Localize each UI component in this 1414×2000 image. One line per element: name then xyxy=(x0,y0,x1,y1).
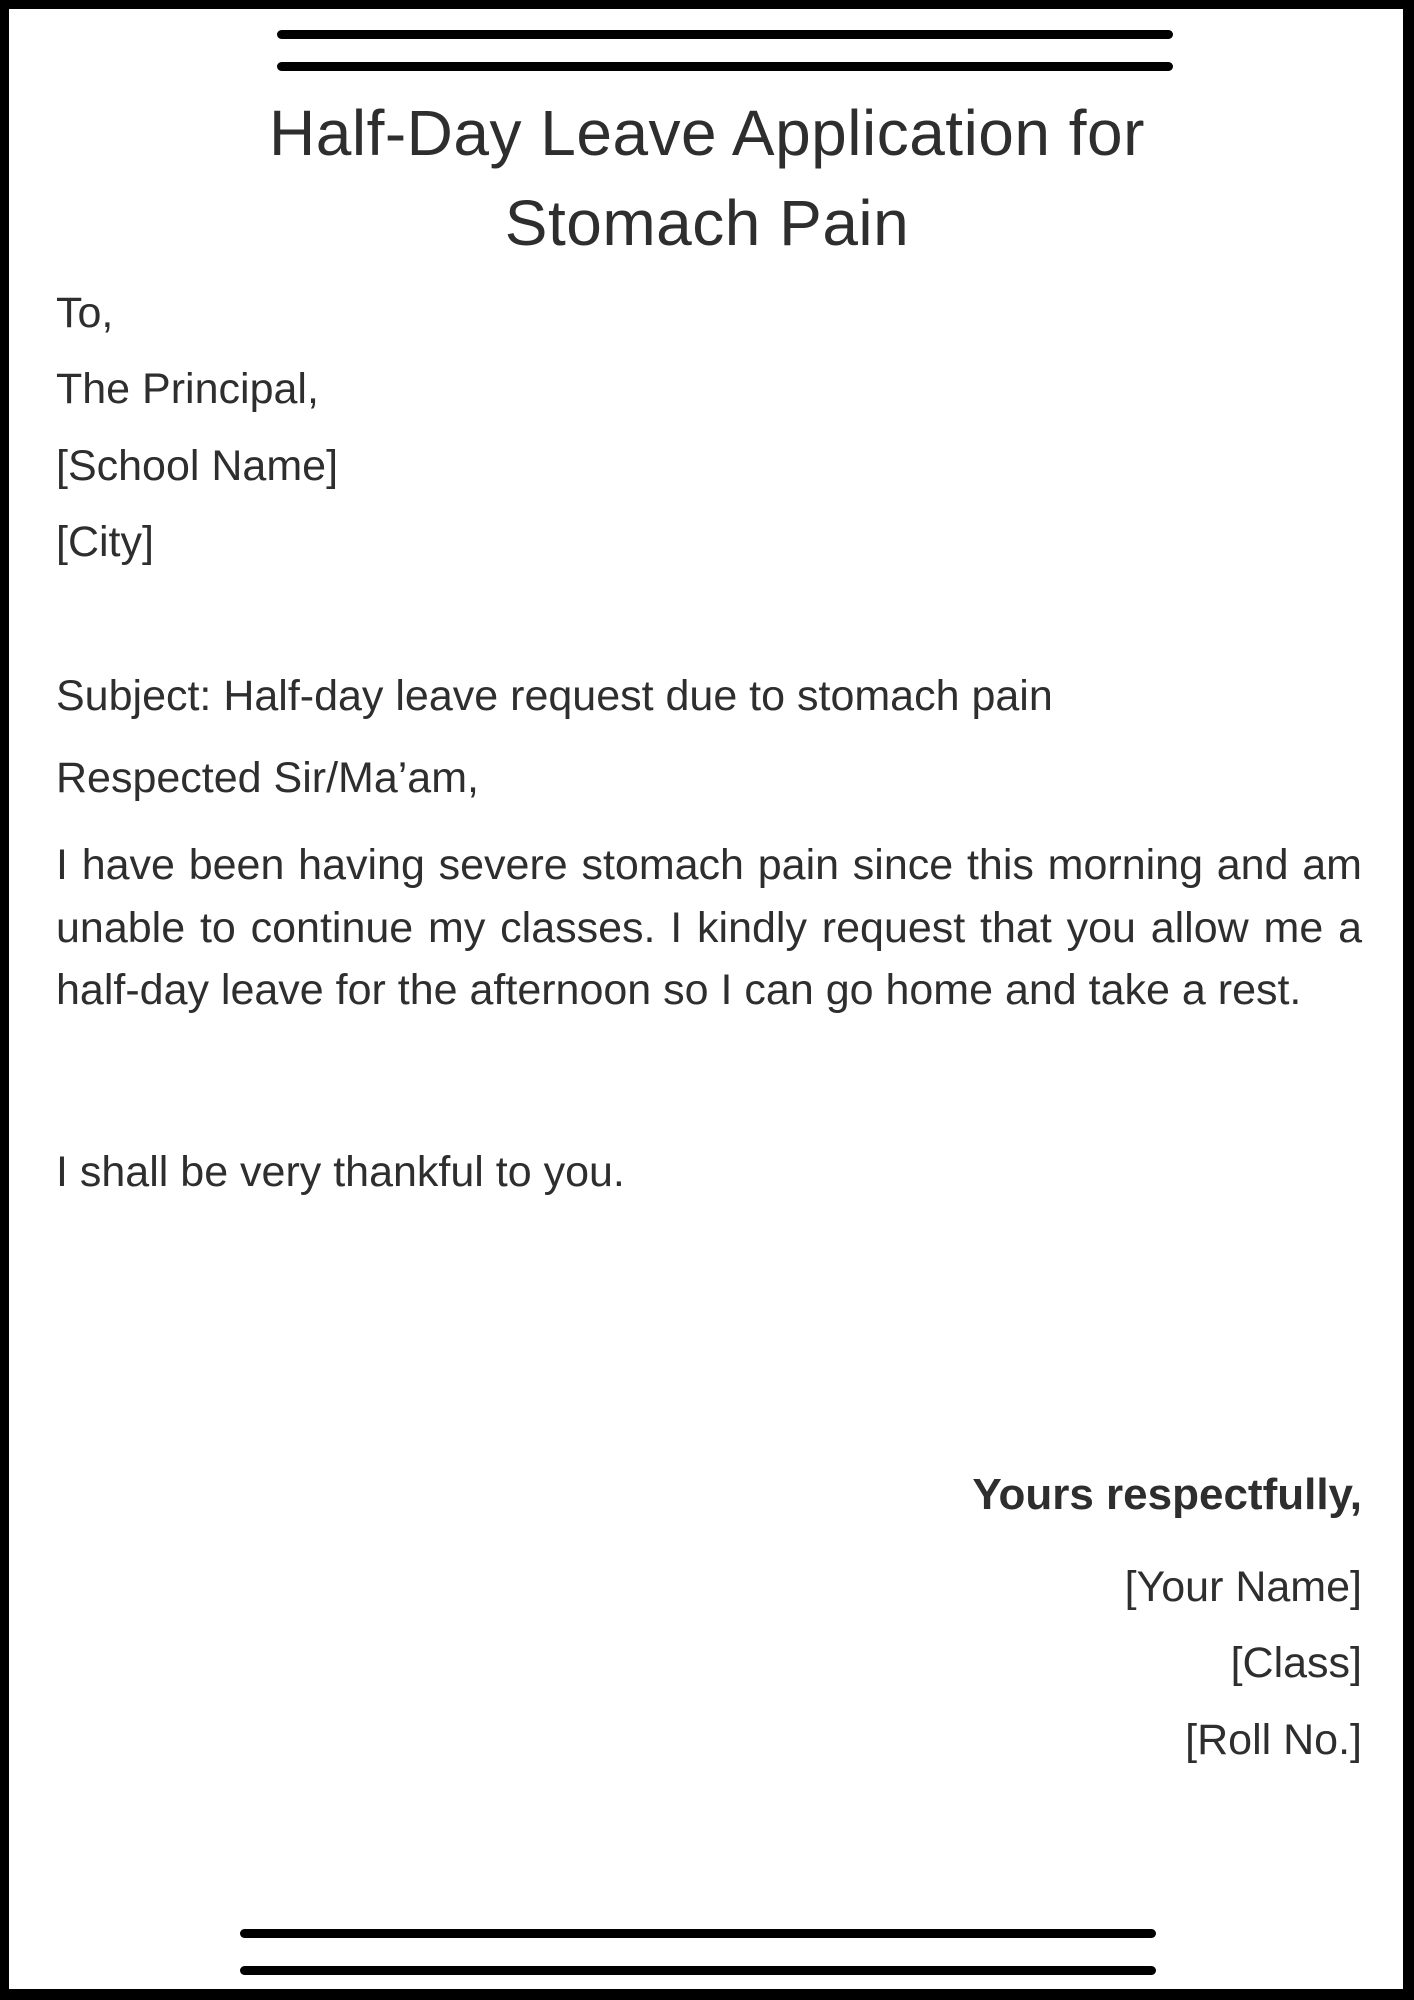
title-line-2: Stomach Pain xyxy=(504,187,910,259)
title-line-1: Half-Day Leave Application for xyxy=(269,97,1145,169)
signature-class: [Class] xyxy=(1230,1639,1362,1687)
address-school-name: [School Name] xyxy=(56,442,339,490)
body-paragraph: I have been having severe stomach pain since this morning and am unable to continue my classes. I kindly request that you allow me a half-day leave for the afternoon so I can go home and take a rest. xyxy=(56,841,1362,1014)
salutation: Respected Sir/Ma’am, xyxy=(56,754,479,802)
bottom-rule-1 xyxy=(240,1929,1156,1938)
bottom-rule-2 xyxy=(240,1966,1156,1975)
page-title xyxy=(0,88,1414,268)
signature-roll-no: [Roll No.] xyxy=(1185,1716,1362,1764)
subject-line: Subject: Half-day leave request due to stomach pain xyxy=(56,672,1053,720)
top-rule-2 xyxy=(277,62,1173,71)
top-rule-1 xyxy=(277,30,1173,39)
signature-name: [Your Name] xyxy=(1124,1563,1362,1611)
closing: Yours respectfully, xyxy=(972,1470,1362,1519)
address-recipient: The Principal, xyxy=(56,365,319,413)
thanks-line: I shall be very thankful to you. xyxy=(56,1148,625,1196)
address-city: [City] xyxy=(56,518,154,566)
address-to: To, xyxy=(56,289,114,337)
